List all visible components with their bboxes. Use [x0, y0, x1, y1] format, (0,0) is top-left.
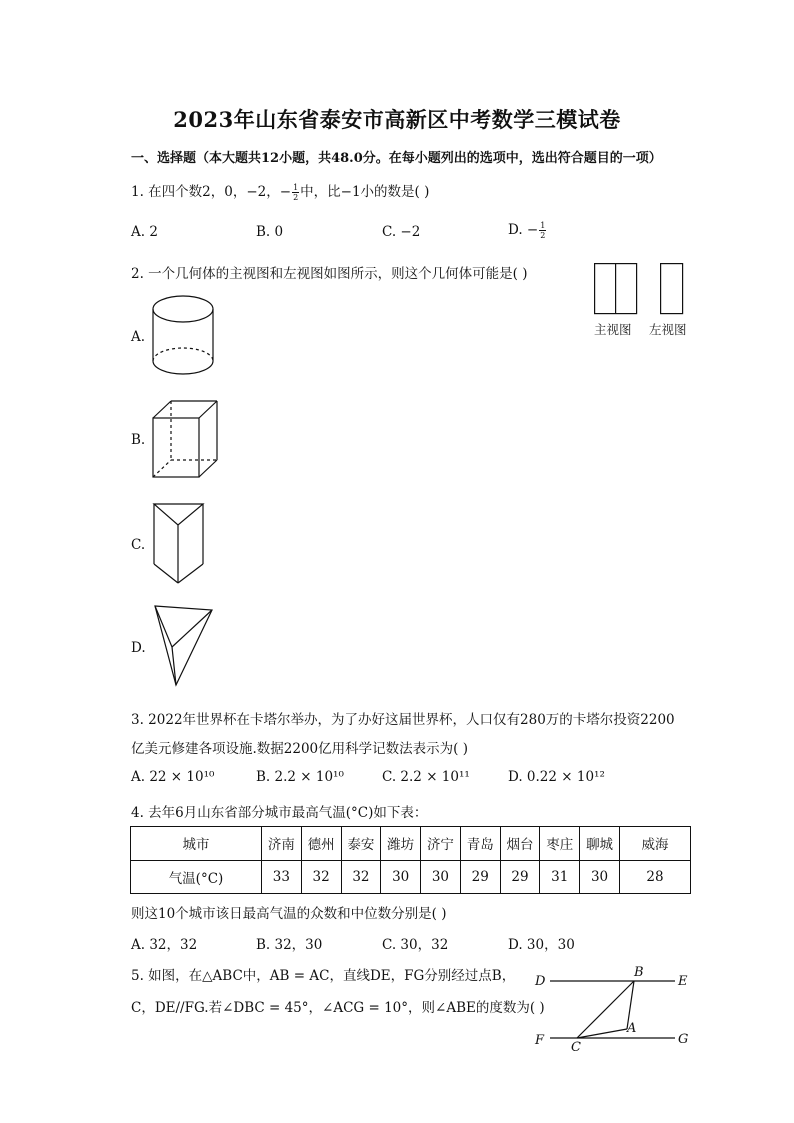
q1-fraction	[292, 183, 299, 202]
q3-option-d[interactable]: D. 0.22 × 10¹²	[508, 769, 605, 785]
question-5-stem-line-1: 5. 如图，在△ABC中，AB = AC，直线DE，FG分别经过点B，	[131, 968, 516, 984]
q2-option-b[interactable]: B.	[131, 432, 146, 448]
point-label-c: C	[571, 1040, 581, 1055]
cuboid-front-face	[153, 418, 199, 477]
front-view-figure	[594, 263, 638, 315]
question-4-stem: 4. 去年6月山东省部分城市最高气温(°C)如下表：	[131, 805, 428, 821]
q1-option-b[interactable]: B. 0	[256, 224, 284, 240]
point-label-d: D	[535, 974, 546, 989]
table-cell-city: 泰安	[341, 827, 381, 861]
table-cell-temp: 31	[540, 860, 580, 894]
q1-option-d[interactable]	[508, 221, 547, 240]
cuboid-edge-top-right	[199, 401, 217, 418]
table-cell-city: 威海	[620, 827, 691, 861]
page-title: 2023年山东省泰安市高新区中考数学三模试卷	[173, 107, 621, 132]
q2-option-c[interactable]: C.	[131, 537, 146, 553]
q1-frac-num: 1	[293, 183, 299, 192]
cylinder-bottom-back-dashed	[153, 348, 213, 361]
q1-stem-part-a: 1. 在四个数2，0，−2，−	[131, 184, 292, 200]
table-cell-temp: 32	[301, 860, 341, 894]
row-header-temp: 气温(°C)	[131, 860, 262, 894]
q3-option-b[interactable]: B. 2.2 × 10¹⁰	[256, 769, 344, 785]
table-cell-temp: 30	[580, 860, 620, 894]
point-label-e: E	[678, 974, 688, 989]
cuboid-figure	[152, 400, 220, 480]
table-cell-city: 济宁	[421, 827, 461, 861]
q1-frac-den: 2	[293, 193, 299, 202]
cylinder-top-ellipse	[153, 296, 213, 322]
q1-option-a[interactable]: A. 2	[131, 224, 158, 240]
table-cell-temp: 29	[500, 860, 540, 894]
table-cell-city: 枣庄	[540, 827, 580, 861]
point-label-g: G	[678, 1032, 689, 1047]
tetrahedron-inner-edge-1	[155, 606, 172, 647]
q1-option-c[interactable]: C. −2	[382, 224, 421, 240]
table-row-cities	[131, 827, 691, 861]
table-cell-city: 青岛	[460, 827, 500, 861]
q4-option-a[interactable]: A. 32，32	[131, 937, 198, 953]
cuboid-edge-bottom-right	[199, 460, 217, 477]
question-3-stem-line-2: 亿美元修建各项设施.数据2200亿用科学记数法表示为( )	[131, 741, 468, 757]
front-view-label: 主视图	[594, 322, 632, 337]
table-cell-temp: 30	[381, 860, 421, 894]
table-cell-city: 聊城	[580, 827, 620, 861]
question-5-stem-line-2: C，DE//FG.若∠DBC = 45°，∠ACG = 10°，则∠ABE的度数为( )	[131, 1000, 545, 1016]
tetrahedron-figure	[152, 605, 214, 687]
question-1-stem	[131, 180, 429, 202]
prism-bottom-right	[178, 564, 203, 583]
cylinder-figure	[152, 292, 216, 382]
table-cell-city: 烟台	[500, 827, 540, 861]
table-cell-city: 济南	[262, 827, 302, 861]
question-3-stem-line-1: 3. 2022年世界杯在卡塔尔举办，为了办好这届世界杯，人口仅有280万的卡塔尔投资2200	[131, 712, 675, 728]
cylinder-bottom-front	[153, 361, 213, 374]
q1-option-d-label: D. −	[508, 222, 539, 238]
table-cell-temp: 32	[341, 860, 381, 894]
q1-d-frac-den: 2	[540, 231, 546, 240]
q2-option-d[interactable]: D.	[131, 640, 146, 656]
question-4-query: 则这10个城市该日最高气温的众数和中位数分别是( )	[131, 906, 447, 922]
table-row-temps	[131, 860, 691, 894]
tetrahedron-inner-edge-2	[172, 610, 212, 647]
point-label-f: F	[535, 1033, 545, 1048]
table-cell-temp: 33	[262, 860, 302, 894]
point-label-b: B	[634, 965, 644, 980]
q4-option-b[interactable]: B. 32，30	[256, 937, 323, 953]
point-label-a: A	[627, 1021, 637, 1036]
q1-option-d-fraction	[539, 221, 546, 240]
side-view-label: 左视图	[649, 322, 687, 337]
table-cell-city: 潍坊	[381, 827, 421, 861]
question-2-stem: 2. 一个几何体的主视图和左视图如图所示，则这个几何体可能是( )	[131, 266, 528, 282]
q1-d-frac-num: 1	[540, 221, 546, 230]
side-view-figure	[660, 263, 684, 315]
q4-option-c[interactable]: C. 30，32	[382, 937, 449, 953]
q1-stem-part-b: 中，比−1小的数是( )	[300, 184, 430, 200]
q3-option-a[interactable]: A. 22 × 10¹⁰	[131, 769, 215, 785]
cuboid-hidden-diagonal	[153, 460, 171, 477]
temperature-table	[130, 826, 691, 894]
q2-option-a[interactable]: A.	[131, 329, 146, 345]
parallel-lines-figure	[530, 962, 700, 1057]
table-cell-temp: 30	[421, 860, 461, 894]
table-cell-temp: 28	[620, 860, 691, 894]
q3-option-c[interactable]: C. 2.2 × 10¹¹	[382, 769, 470, 785]
prism-bottom-left	[154, 564, 178, 583]
side-view-outline	[661, 264, 683, 314]
cuboid-edge-top-left	[153, 401, 171, 418]
prism-top-face	[154, 504, 203, 525]
section-heading: 一、选择题（本大题共12小题，共48.0分。在每小题列出的选项中，选出符合题目的一项）	[131, 151, 662, 166]
table-cell-city: 德州	[301, 827, 341, 861]
row-header-city: 城市	[131, 827, 262, 861]
q4-option-d[interactable]: D. 30，30	[508, 937, 575, 953]
triangular-prism-figure	[152, 503, 208, 585]
table-cell-temp: 29	[460, 860, 500, 894]
